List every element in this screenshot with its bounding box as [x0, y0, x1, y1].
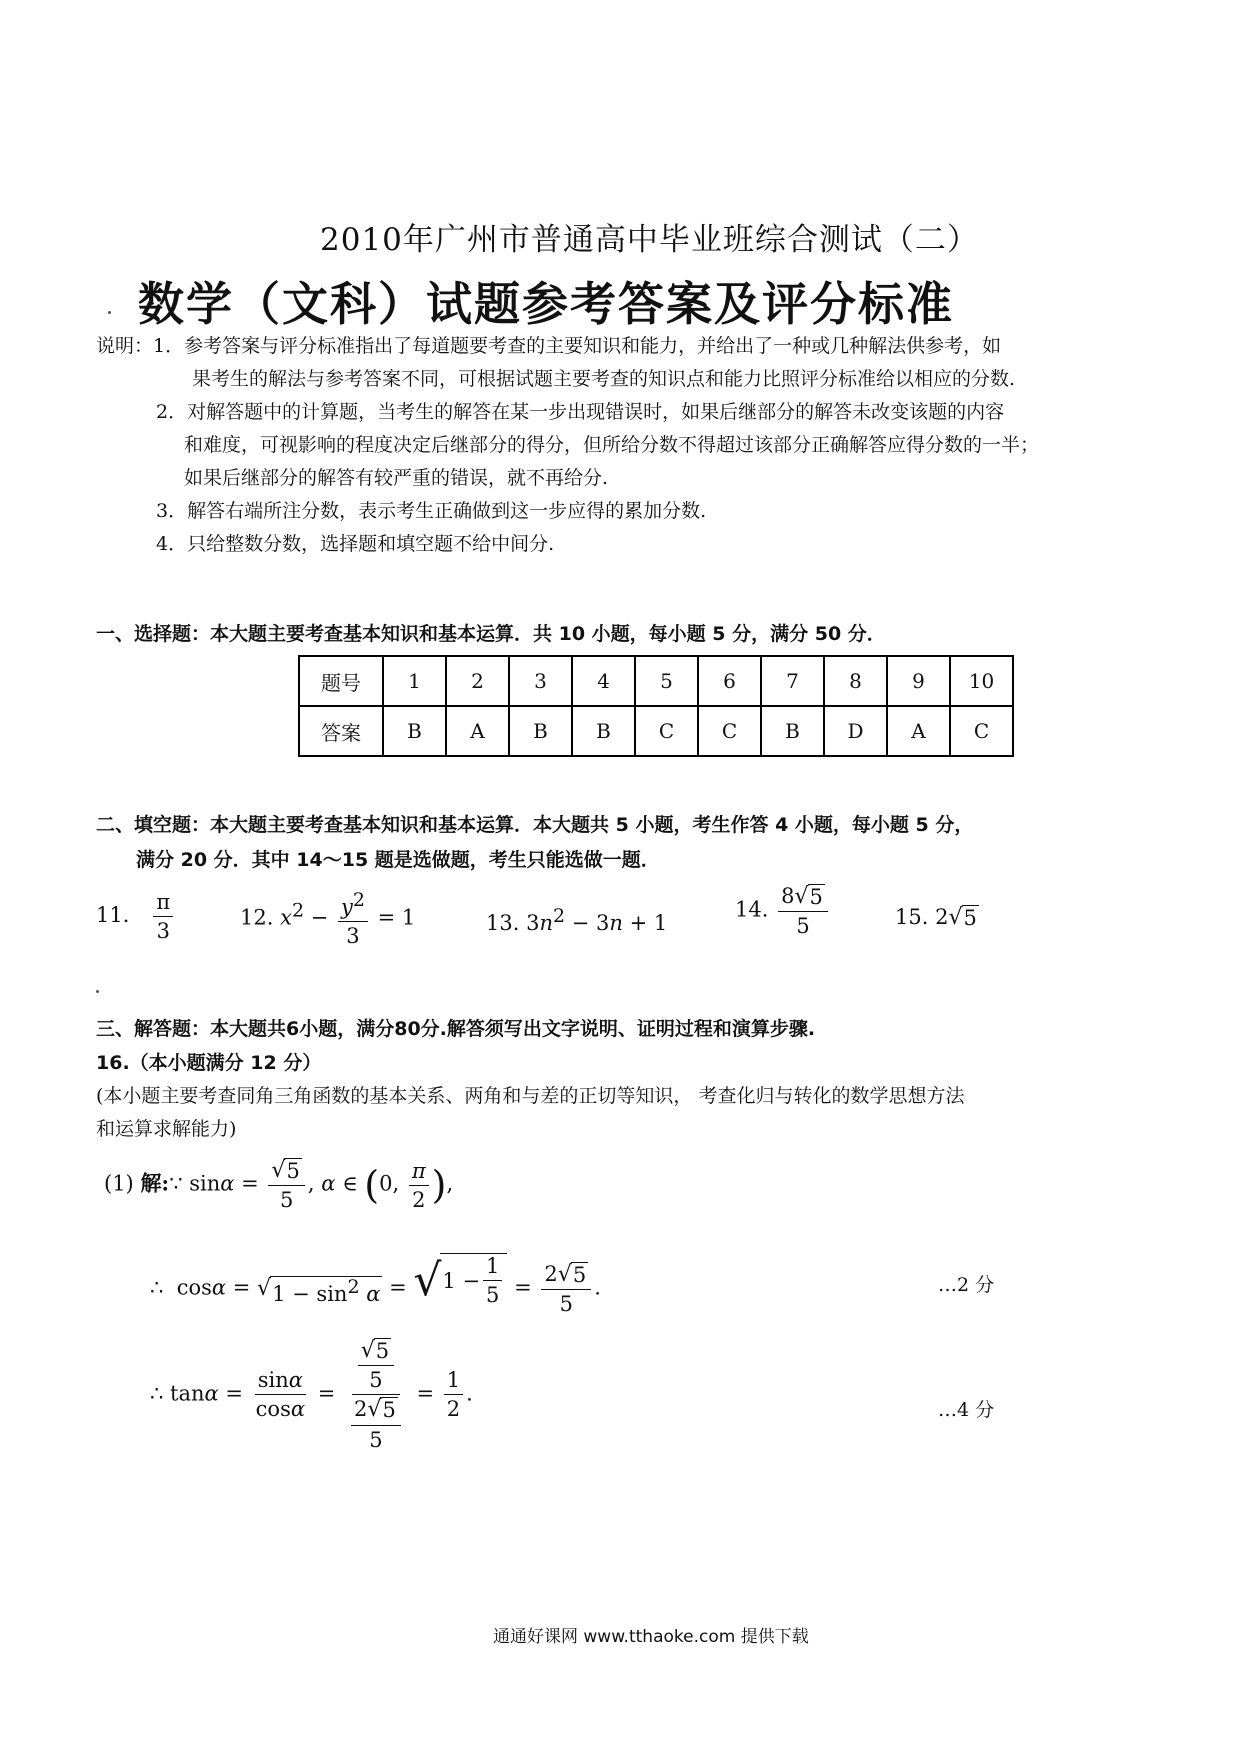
instructions-block: [96, 330, 1176, 561]
table-row-questions: [299, 656, 1013, 706]
document-subtitle: 数学（文科）试题参考答案及评分标准: [138, 277, 954, 331]
table-cell: C: [698, 706, 761, 756]
solution-step-1: (1) 解:∵ sinα = √ 5 5 , α ∈ (0, $\frac{\pi}{2}$ ),: [104, 1158, 454, 1213]
section3-heading: 三、解答题：本大题共6小题，满分80分.解答须写出文字说明、证明过程和演算步骤.: [96, 1018, 816, 1040]
table-cell: C: [635, 706, 698, 756]
solution-step-2: ∴ cosα = √ $1 - \sin^2 \alpha$ = √ 1 − $\frac{1}{5}$ = 2 √ 5 5 .: [150, 1254, 601, 1317]
table-cell: B: [509, 706, 572, 756]
table-row-answers: [299, 706, 1013, 756]
scan-speck: [108, 311, 111, 314]
question-16-desc-line2: 和运算求解能力): [96, 1118, 237, 1140]
fraction-y2-over-3: $\frac{y^2}{3}$: [338, 890, 368, 948]
fraction-8sqrt5-over-5: 8 √ 5 5: [778, 884, 828, 938]
note-line-2b: 和难度，可视影响的程度决定后继部分的得分，但所给分数不得超过该部分正确解答应得分数的一半；: [184, 434, 1040, 456]
table-cell: 5: [635, 656, 698, 706]
question-number: 11．: [96, 903, 144, 928]
section2-heading-line2: 满分 20 分．其中 14～15 题是选做题，考生只能选做一题．: [136, 849, 660, 871]
note-line-2: 2．对解答题中的计算题，当考生的解答在某一步出现错误时，如果后继部分的解答未改变该题的内容: [156, 401, 1005, 423]
question-number: 13.: [486, 911, 520, 935]
answer-11: [96, 890, 176, 943]
answer-13: 13. $3n^2 - 3n + 1$: [486, 905, 668, 935]
table-cell: 1: [383, 656, 446, 706]
scan-speck: [96, 990, 99, 993]
question-number: 12.: [240, 905, 274, 930]
table-cell: C: [950, 706, 1013, 756]
table-cell: 4: [572, 656, 635, 706]
fraction-1-over-2: $\frac{1}{2}$: [444, 1368, 463, 1421]
table-cell: A: [887, 706, 950, 756]
table-cell: 2: [446, 656, 509, 706]
solution-step-3: ∴ tanα = $\frac{\sin\alpha}{\cos\alpha}$ = √ 5 5 2 √ 5 5 = $\frac{1}{2}$ .: [150, 1338, 473, 1452]
fraction-pi-over-2: $\frac{\pi}{2}$: [409, 1159, 429, 1212]
fraction-sqrt5-over-5: √ 5 5: [268, 1158, 304, 1212]
table-cell: 9: [887, 656, 950, 706]
fraction-2sqrt5-over-5: 2 √ 5 5: [541, 1262, 591, 1316]
note-line-4: 4．只给整数分数，选择题和填空题不给中间分.: [156, 533, 555, 555]
question-16-title: 16.（本小题满分 12 分）: [96, 1052, 322, 1074]
table-cell: 6: [698, 656, 761, 706]
notes-prefix: 说明：: [96, 335, 154, 357]
table-cell: 10: [950, 656, 1013, 706]
table-cell: A: [446, 706, 509, 756]
fraction-pi-over-3: $\frac{\pi}{3}$: [153, 890, 173, 943]
table-cell: 7: [761, 656, 824, 706]
note-line-3: 3．解答右端所注分数，表示考生正确做到这一步应得的累加分数.: [156, 500, 707, 522]
document-title: 2010年广州市普通高中毕业班综合测试（二）: [320, 222, 979, 258]
table-cell: B: [572, 706, 635, 756]
answer-14: [735, 884, 831, 938]
question-16-desc-line1: (本小题主要考查同角三角函数的基本关系、两角和与差的正切等知识， 考查化归与转化的数学思想方法: [96, 1085, 965, 1107]
note-line-1b: 果考生的解法与参考答案不同，可根据试题主要考查的知识点和能力比照评分标准给以相应的分数.: [192, 368, 1016, 390]
table-cell: 8: [824, 656, 887, 706]
fraction-sin-over-cos: $\frac{\sin\alpha}{\cos\alpha}$: [255, 1368, 306, 1422]
table-cell: D: [824, 706, 887, 756]
complex-fraction: √ 5 5 2 √ 5 5: [345, 1338, 407, 1452]
note-line-1: 说明：1．参考答案与评分标准指出了每道题要考查的主要知识和能力，并给出了一种或几种解法供参考，如: [96, 335, 1002, 357]
answer-table: [298, 655, 1014, 757]
score-mark-4: …4 分: [938, 1399, 995, 1421]
part-label: (1): [104, 1171, 134, 1196]
question-number: 14.: [735, 897, 769, 922]
note-line-2c: 如果后继部分的解答有较严重的错误，就不再给分.: [184, 467, 609, 489]
solve-label: 解:: [140, 1170, 170, 1196]
section1-heading: 一、选择题：本大题主要考查基本知识和基本运算．共 10 小题，每小题 5 分，满分 50 分．: [96, 623, 886, 645]
answer-12: 12. $x^2$ − $\frac{y^2}{3}$ = 1: [240, 889, 416, 949]
score-mark-2: …2 分: [938, 1274, 995, 1296]
answer-15: 15. 2 √ 5: [895, 905, 977, 930]
table-cell: 3: [509, 656, 572, 706]
table-cell: B: [761, 706, 824, 756]
section2-heading-line1: 二、填空题：本大题主要考查基本知识和基本运算．本大题共 5 小题，考生作答 4 小题，每小题 5 分，: [96, 814, 974, 836]
footer-source: 通通好课网 www.tthaoke.com 提供下载: [493, 1627, 809, 1647]
table-header-answer: 答案: [299, 706, 383, 756]
question-number: 15.: [895, 905, 929, 929]
table-header-question: 题号: [299, 656, 383, 706]
table-cell: B: [383, 706, 446, 756]
